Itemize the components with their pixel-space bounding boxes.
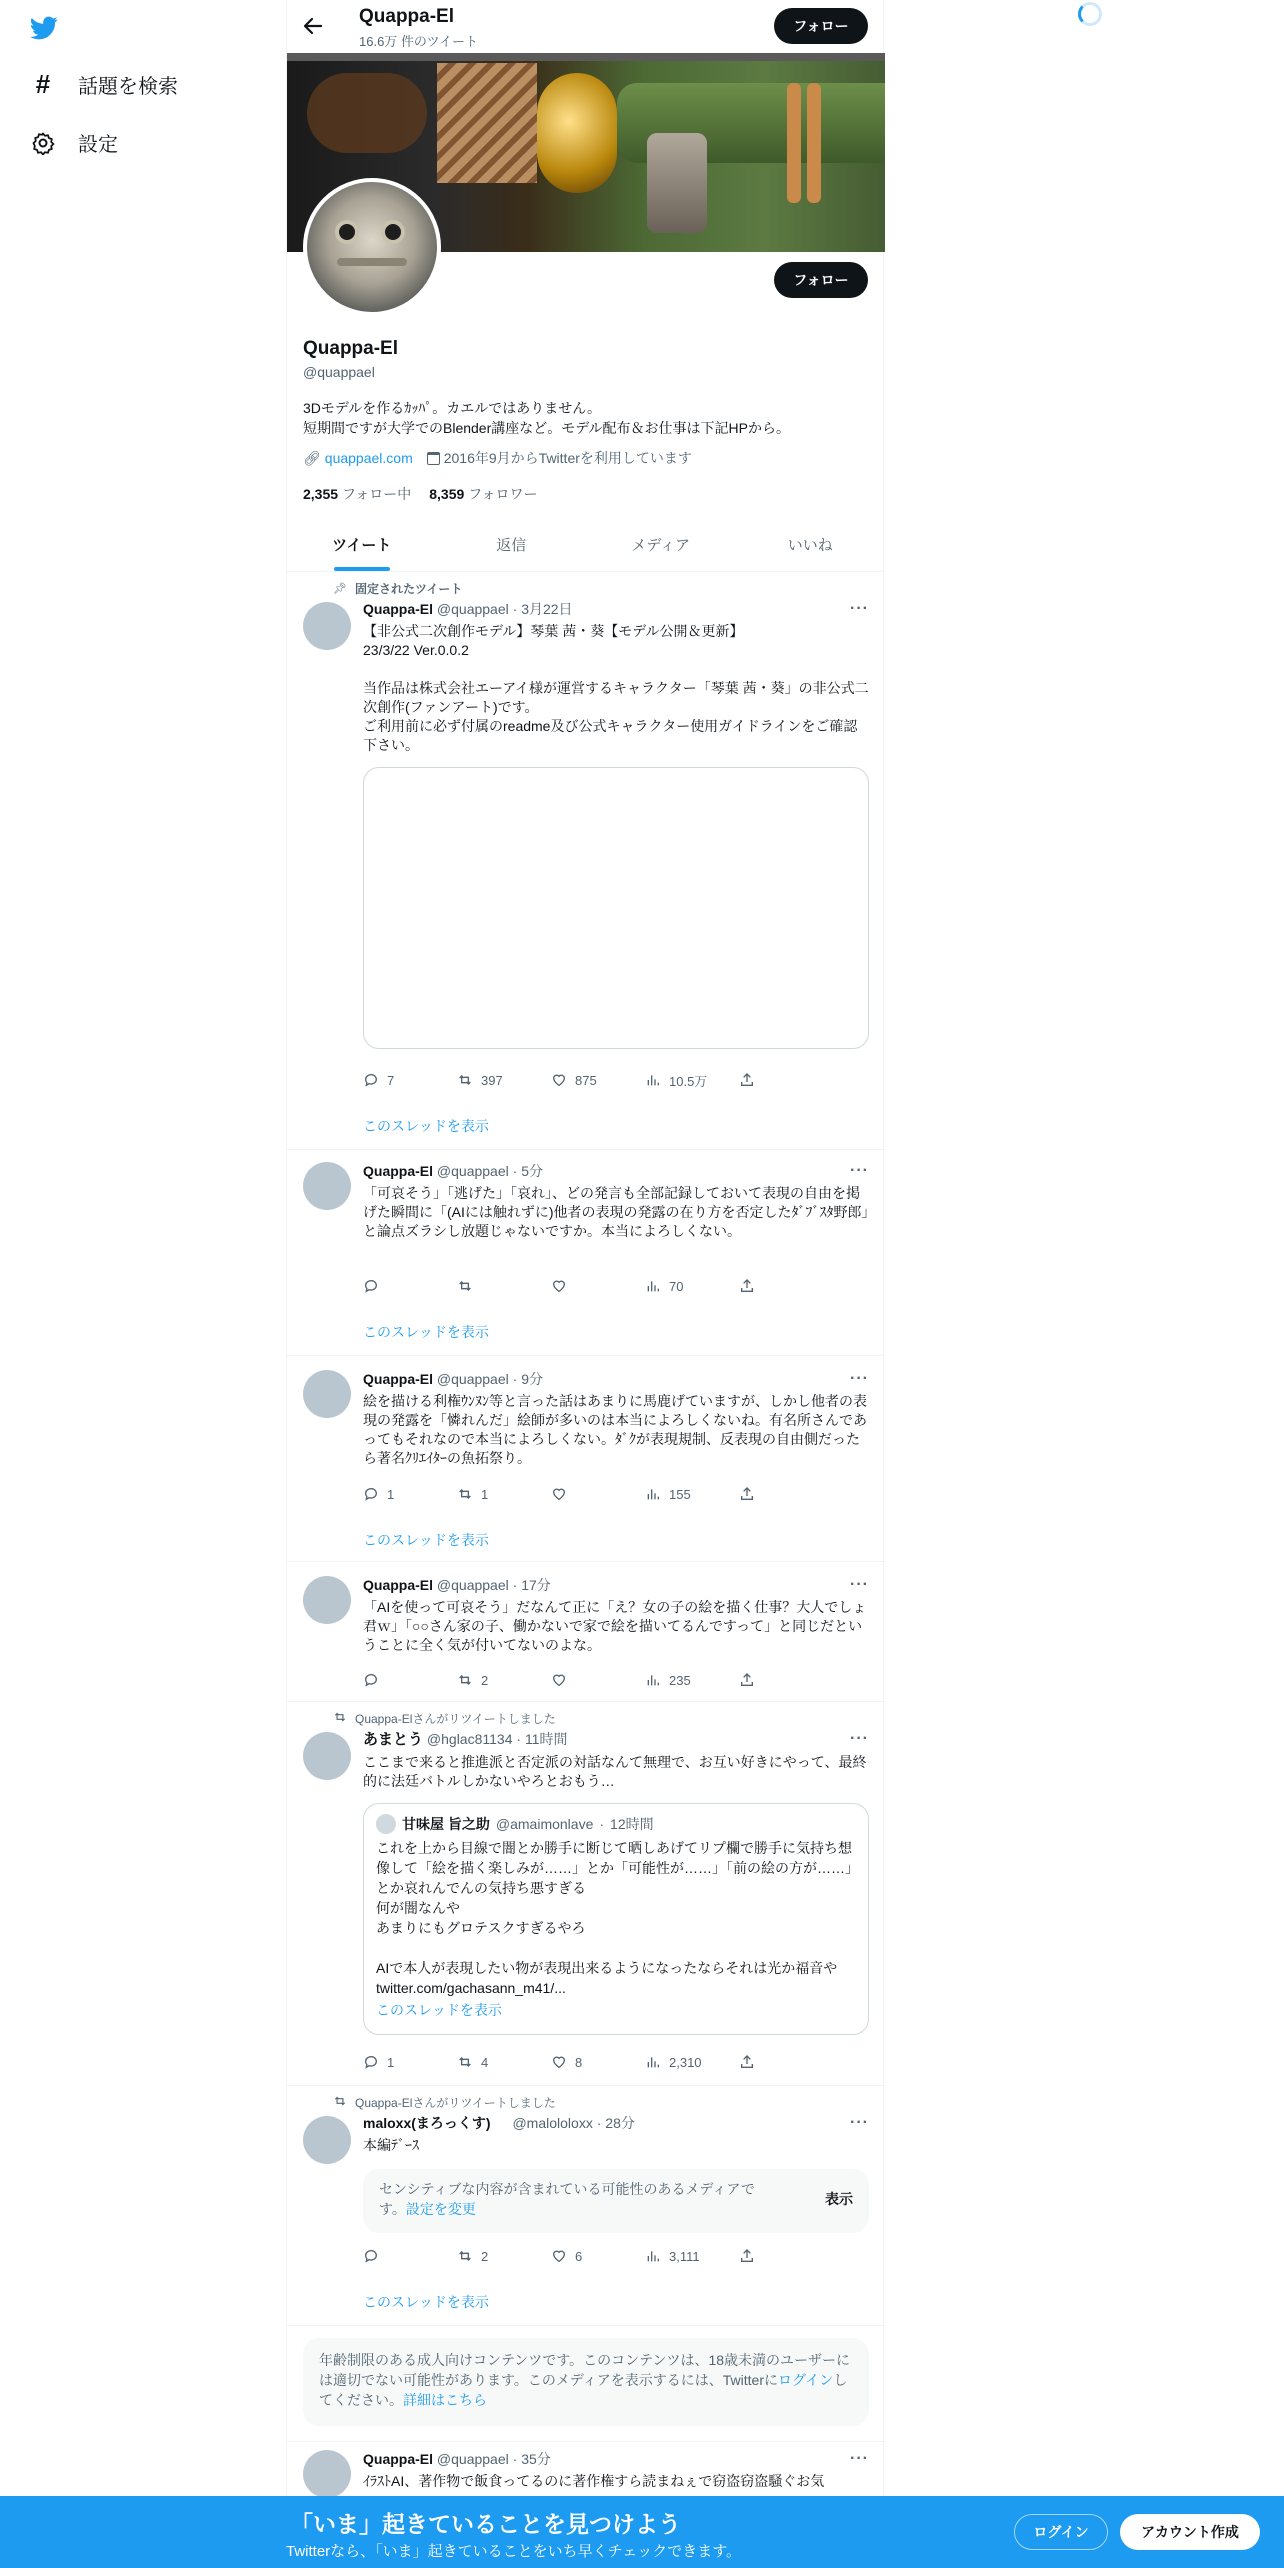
reply-icon (363, 1072, 379, 1088)
profile-bio-line1: 3Dモデルを作るｶｯﾊﾟ。カエルではありません。 (303, 400, 602, 416)
hashtag-icon: # (35, 69, 51, 99)
views-icon (645, 1672, 661, 1688)
quote-text: これを上から目線で闇とか勝手に断じて晒しあげてリプ欄で勝手に気持ち想像して「絵を描く楽しみが……」とか「可能性が……」「前の絵の方が……」とか哀れんでんの気持ち悪すぎる 何が闇なんや あまりにもグロテスクすぎるやろ AIで本人が表現したい物が表現出来るようになったならそれは光か福音や twitter.com/gachasann_m41/... (376, 1840, 852, 1996)
twitter-logo-icon[interactable] (28, 14, 60, 42)
tab-media[interactable]: メディア (631, 537, 691, 554)
tweet-body: Quappa-El @quappael · 17分 「AIを使って可哀そう」だなんて正に「え？女の子の絵を描く仕事？大人でしょ君ｗ」「○○さん家の子、働かないで家で絵を描いてるんですって」と同じだということに全く気が付いてないのよな。 (363, 1576, 869, 1655)
heart-icon (551, 1672, 567, 1688)
tweet-avatar[interactable] (303, 602, 351, 650)
views-icon (645, 1072, 661, 1088)
more-options-icon[interactable]: ··· (850, 1730, 869, 1747)
reply-button[interactable] (363, 2246, 457, 2266)
views-icon (645, 1486, 661, 1502)
like-button[interactable] (551, 1070, 645, 1090)
tweet-time[interactable]: 11時間 (524, 1731, 568, 1747)
retweet-count: 2 (481, 1672, 489, 1688)
reply-button[interactable] (363, 1276, 457, 1296)
quote-tweet-card[interactable]: 甘味屋 旨之助 @amaimonlave · 12時間 これを上から目線で闇とか勝手に断じて晒しあげてリプ欄で勝手に気持ち想像して「絵を描く楽しみが……」とか「可能性が……」「前の絵の方が……」とか哀れんでんの気持ち悪すぎる 何が闇なんや あまりにもグロテスクすぎるやろ AIで本人が表現したい物が表現出来るようになったならそれは光か福音や twitter.com/gachasann_m41/... このスレッドを表示 (363, 1803, 869, 2035)
more-options-icon[interactable]: ··· (850, 2450, 869, 2467)
header-follow-button[interactable]: フォロー (774, 8, 868, 44)
sidebar-item-label: 話題を検索 (78, 76, 178, 98)
tweet-avatar[interactable] (303, 1162, 351, 1210)
tweet-body: あまとう @hglac81134 · 11時間 ここまで来ると推進派と否定派の対話なんて無理で、お互い好きにやって、最終的に法廷バトルしかないやろとおもう… 甘味屋 旨之助 @amaimonlave · 12時間 これを上から目線で闇とか勝手に断じて晒しあげてリプ欄で勝手に気持ち想像して「絵を描く楽しみが……」とか「可能性が……」「前の絵の方が……」とか哀れんでんの気持ち悪すぎる 何が闇なんや あまりにもグロテスクすぎるやろ AIで本人が表現したい物が表現出来るようになったならそれは光か福音や twitter.com/gachasann_m41/... このスレッドを表示 (363, 1730, 869, 2035)
tweet-body: Quappa-El @quappael · 3月22日 【非公式二次創作モデル】琴葉 茜・葵【モデル公開＆更新】 23/3/22 Ver.0.0.2 当作品は株式会社エーアイ様が運営するキャラクター「琴葉 茜・葵」の非公式二次創作(ファンアート)です。 ご利用前に必ず付属のreadme及び公式キャラクター使用ガイドラインをご確認下さい。 (363, 600, 869, 1049)
like-button[interactable] (551, 1276, 645, 1296)
tweet-author-name[interactable]: maloxx(まろっくす) (363, 2115, 491, 2131)
followers-link[interactable] (429, 484, 537, 504)
gear-icon (30, 130, 56, 156)
tweet-time[interactable]: 17分 (521, 1577, 551, 1593)
tweet-actions (363, 1484, 833, 1504)
share-button[interactable] (739, 2246, 833, 2266)
link-icon: 🔗︎ (303, 449, 321, 466)
like-count: 6 (575, 2248, 583, 2264)
tweet-body: maloxx(まろっくす) @malololoxx · 28分 本編ﾃﾞｰｽ センシティブな内容が含まれている可能性のあるメディアです。設定を変更 表示 (363, 2114, 869, 2233)
reply-button[interactable] (363, 2052, 457, 2072)
view-count: 2,310 (669, 2054, 702, 2070)
retweeted-by-label[interactable]: Quappa-Elさんがリツイートしました (355, 1712, 556, 1726)
retweet-count: 2 (481, 2248, 489, 2264)
views-button[interactable] (645, 2246, 739, 2266)
retweet-button[interactable] (457, 2052, 551, 2072)
loading-spinner-icon (1078, 2, 1102, 26)
show-thread-link[interactable]: このスレッドを表示 (363, 1118, 489, 1134)
show-media-button[interactable]: 表示 (825, 2191, 853, 2207)
more-options-icon[interactable]: ··· (850, 2114, 869, 2131)
tweet-author-handle: @hglac81134 (426, 1731, 513, 1747)
tweet-author-name[interactable]: Quappa-El (363, 2451, 434, 2467)
tweet-avatar[interactable] (303, 1370, 351, 1418)
tweet-actions (363, 1276, 833, 1296)
profile-website-link[interactable]: quappael.com (324, 450, 413, 466)
share-icon (739, 1486, 755, 1502)
quote-avatar (376, 1814, 396, 1834)
profile-meta (303, 448, 692, 468)
heart-icon (551, 1072, 567, 1088)
tweet-body: Quappa-El @quappael · 35分 ｲﾗｽﾄAI、著作物で飯食ってるのに著作権すら読まねぇで窃盗窃盗騒ぐお気 (363, 2450, 869, 2491)
sensitive-media-notice (363, 2169, 869, 2233)
retweet-small-icon (333, 2094, 347, 2111)
show-thread-link[interactable]: このスレッドを表示 (363, 2294, 489, 2310)
share-button[interactable] (739, 1484, 833, 1504)
tweet-body: Quappa-El @quappael · 9分 絵を描ける利権ｳﾝﾇﾝ等と言った話はあまりに馬鹿げていますが、しかし他者の表現の発露を「憐れんだ」絵師が多いのは本当によろしくないね。有名所さんであってもそれなので本当によろしくない。ﾀﾞｸが表現規制、反表現の自由側だったら著名ｸﾘｴｲﾀｰの魚拓祭り。 (363, 1371, 867, 1466)
more-options-icon[interactable]: ··· (850, 600, 869, 617)
share-icon (739, 2054, 755, 2070)
reply-icon (363, 1278, 379, 1294)
tweet-author-name[interactable]: Quappa-El (363, 1371, 434, 1387)
tweet-text: 絵を描ける利権ｳﾝﾇﾝ等と言った話はあまりに馬鹿げていますが、しかし他者の表現の発露を「憐れんだ」絵師が多いのは本当によろしくないね。有名所さんであってもそれなので本当によろしくない。ﾀﾞｸが表現規制、反表現の自由側だったら著名ｸﾘｴｲﾀｰの魚拓祭り。 (363, 1393, 867, 1466)
quote-author-name: 甘味屋 旨之助 (402, 1816, 490, 1832)
signup-banner-subtitle: Twitterなら、「いま」起きていることをいち早くチェックできます。 (286, 2543, 742, 2560)
retweet-button[interactable] (457, 1070, 551, 1090)
tweet-retweet[interactable] (287, 2086, 885, 2326)
tweet-text: ｲﾗｽﾄAI、著作物で飯食ってるのに著作権すら読まねぇで窃盗窃盗騒ぐお気 (363, 2473, 825, 2489)
tab-tweets[interactable]: ツイート (287, 518, 437, 571)
share-button[interactable] (739, 1276, 833, 1296)
tweet-actions (363, 2052, 833, 2072)
age-restriction-notice (303, 2338, 869, 2426)
tweet-time[interactable]: 5分 (521, 1163, 543, 1179)
followers-count: 8,359 (429, 486, 465, 502)
retweet-icon (457, 1486, 473, 1502)
following-count: 2,355 (303, 486, 339, 502)
age-notice-text2: してください。 (319, 2372, 848, 2408)
tweet-time[interactable]: 9分 (521, 1371, 543, 1387)
signup-banner-title: 「いま」起きていることを見つけよう (290, 2511, 681, 2537)
views-button[interactable] (645, 1670, 739, 1690)
views-button[interactable] (645, 1070, 739, 1090)
profile-handle: @quappael (303, 364, 375, 380)
like-button[interactable] (551, 2052, 645, 2072)
more-options-icon[interactable]: ··· (850, 1370, 869, 1387)
tab-replies[interactable]: 返信 (496, 537, 527, 554)
reply-count: 1 (387, 2054, 395, 2070)
tweet-actions (363, 2246, 833, 2266)
tweet-retweet[interactable] (287, 1702, 885, 2086)
login-button[interactable]: ログイン (1014, 2514, 1108, 2550)
sensitive-text: センシティブな内容が含まれている可能性のあるメディアです。 (379, 2181, 755, 2217)
views-button[interactable] (645, 1276, 739, 1296)
reply-icon (363, 2248, 379, 2264)
tweet-author-handle: @quappael (436, 601, 509, 617)
retweet-button[interactable] (457, 1276, 551, 1296)
age-restriction-section (287, 2326, 885, 2442)
tweet-avatar[interactable] (303, 2450, 351, 2498)
tweet[interactable] (287, 1150, 885, 1356)
tweet-time[interactable]: 28分 (605, 2115, 635, 2131)
pin-icon: 📌︎ (333, 583, 347, 595)
retweet-small-icon (333, 1710, 347, 1727)
retweet-icon (457, 1672, 473, 1688)
tweet-avatar[interactable] (303, 1576, 351, 1624)
pinned-label: 固定されたツイート (354, 582, 463, 596)
following-label: フォロー中 (341, 486, 412, 502)
show-thread-link[interactable]: このスレッドを表示 (363, 1324, 489, 1340)
tweet-author-name[interactable]: あまとう (363, 1731, 424, 1748)
profile-stats (303, 484, 538, 504)
tweet-author-handle: @malololoxx (512, 2115, 593, 2131)
views-button[interactable] (645, 2052, 739, 2072)
profile-follow-button[interactable]: フォロー (774, 262, 868, 298)
retweet-button[interactable] (457, 2246, 551, 2266)
tweet-author-handle: @quappael (436, 1577, 509, 1593)
tweet-text: 【非公式二次創作モデル】琴葉 茜・葵【モデル公開＆更新】 23/3/22 Ver.0.0.2 当作品は株式会社エーアイ様が運営するキャラクター「琴葉 茜・葵」の非公式二次創作(ファンアート)です。 ご利用前に必ず付属のreadme及び公式キャラクター使用ガイドラインをご確認下さい。 (363, 623, 869, 753)
calendar-icon (427, 452, 440, 465)
views-button[interactable] (645, 1484, 739, 1504)
tweet-actions (363, 1670, 833, 1690)
reply-icon (363, 1486, 379, 1502)
tweet[interactable] (287, 1356, 885, 1562)
reply-button[interactable] (363, 1070, 457, 1090)
heart-icon (551, 2054, 567, 2070)
show-thread-link[interactable]: このスレッドを表示 (363, 1532, 489, 1548)
tweet-text: ここまで来ると推進派と否定派の対話なんて無理で、お互い好きにやって、最終的に法廷バトルしかないやろとおもう… (363, 1754, 867, 1789)
header-tweet-count: 16.6万 件のツイート (359, 34, 479, 49)
heart-icon (551, 1278, 567, 1294)
sidebar-item-label: 設定 (78, 134, 118, 156)
sidebar-item-settings[interactable] (30, 128, 118, 157)
view-count: 235 (669, 1672, 691, 1688)
tweet-text: 「AIを使って可哀そう」だなんて正に「え？女の子の絵を描く仕事？大人でしょ君ｗ」「○○さん家の子、働かないで家で絵を描いてるんですって」と同じだということに全く気が付いてないのよな。 (363, 1599, 867, 1653)
header-title: Quappa-El (359, 6, 455, 27)
share-button[interactable] (739, 1070, 833, 1090)
tweet-actions (363, 1070, 833, 1090)
like-button[interactable] (551, 1484, 645, 1504)
sidebar-item-explore[interactable] (30, 70, 178, 99)
tweet-author-handle: @quappael (436, 2451, 509, 2467)
profile-avatar[interactable] (303, 178, 441, 316)
like-button[interactable] (551, 2246, 645, 2266)
reply-button[interactable] (363, 1670, 457, 1690)
retweet-count: 4 (481, 2054, 489, 2070)
age-notice-login-link[interactable]: ログイン (778, 2372, 834, 2388)
pinned-indicator (333, 580, 462, 597)
signup-banner (0, 2496, 1284, 2568)
followers-label: フォロワー (468, 486, 538, 502)
view-count: 10.5万 (669, 1073, 708, 1089)
views-icon (645, 2248, 661, 2264)
profile-name: Quappa-El (303, 338, 399, 359)
following-link[interactable] (303, 484, 411, 504)
tweet-author-name[interactable]: Quappa-El (363, 1163, 434, 1179)
retweet-indicator (333, 2094, 556, 2111)
like-count: 875 (575, 1072, 597, 1088)
main-column (286, 0, 884, 2568)
tweet-media-card[interactable] (363, 767, 869, 1049)
profile-bio-line2: 短期間ですが大学でのBlender講座など。モデル配布＆お仕事は下記HPから。 (303, 420, 791, 436)
views-icon (645, 1278, 661, 1294)
reply-count: 7 (387, 1072, 395, 1088)
back-arrow-icon[interactable] (301, 14, 325, 38)
more-options-icon[interactable]: ··· (850, 1576, 869, 1593)
share-icon (739, 1278, 755, 1294)
tweet-pinned[interactable] (287, 572, 885, 1150)
retweet-indicator (333, 1710, 556, 1727)
age-notice-text: 年齢制限のある成人向けコンテンツです。このコンテンツは、18歳未満のユーザーには適切でない可能性があります。このメディアを表示するには、Twitterに (319, 2352, 851, 2388)
tab-likes[interactable]: いいね (787, 537, 833, 554)
reply-icon (363, 2054, 379, 2070)
view-count: 70 (669, 1278, 684, 1294)
tweet-author-handle: @quappael (436, 1163, 509, 1179)
profile-joined: 2016年9月からTwitterを利用しています (443, 450, 692, 466)
share-button[interactable] (739, 1670, 833, 1690)
tweet-text: 本編ﾃﾞｰｽ (363, 2137, 419, 2153)
share-icon (739, 1672, 755, 1688)
view-count: 3,111 (669, 2248, 700, 2264)
tweet-time[interactable]: 3月22日 (521, 601, 573, 617)
tweet[interactable] (287, 1562, 885, 1702)
views-icon (645, 2054, 661, 2070)
retweet-button[interactable] (457, 1670, 551, 1690)
tweet-text: 「可哀そう」「逃げた」「哀れ」、どの発言も全部記録しておいて表現の自由を掲げた瞬間に「(AIには触れずに)他者の表現の発露の在り方を否定したﾀﾞﾌﾞｽﾀ野郎」と論点ズラシし放題じゃないですか。本当によろしくない。 (363, 1185, 869, 1239)
more-options-icon[interactable]: ··· (850, 1162, 869, 1179)
tweet-author-handle: @quappael (436, 1371, 509, 1387)
view-count: 155 (669, 1486, 691, 1502)
tweet-avatar[interactable] (303, 2116, 351, 2164)
reply-count: 1 (387, 1486, 395, 1502)
share-icon (739, 2248, 755, 2264)
retweeted-by-label[interactable]: Quappa-Elさんがリツイートしました (355, 2096, 556, 2110)
tweet-body: Quappa-El @quappael · 5分 「可哀そう」「逃げた」「哀れ」、どの発言も全部記録しておいて表現の自由を掲げた瞬間に「(AIには触れずに)他者の表現の発露の在り方を否定したﾀﾞﾌﾞｽﾀ野郎」と論点ズラシし放題じゃないですか。本当によろしくない。 (363, 1163, 869, 1239)
like-button[interactable] (551, 1670, 645, 1690)
retweet-button[interactable] (457, 1484, 551, 1504)
change-settings-link[interactable]: 設定を変更 (405, 2201, 476, 2217)
retweet-icon (457, 2054, 473, 2070)
quote-author-handle: @amaimonlave (495, 1816, 594, 1832)
reply-icon (363, 1672, 379, 1688)
profile-tabs (287, 518, 885, 572)
retweet-count: 1 (481, 1486, 489, 1502)
retweet-icon (457, 2248, 473, 2264)
tweet-author-name[interactable]: Quappa-El (363, 1577, 434, 1593)
quote-show-thread-link[interactable]: このスレッドを表示 (376, 2002, 502, 2018)
tweet-avatar[interactable] (303, 1732, 351, 1780)
heart-icon (551, 1486, 567, 1502)
retweet-icon (457, 1278, 473, 1294)
retweet-count: 397 (481, 1072, 503, 1088)
like-count: 8 (575, 2054, 583, 2070)
tweet-time[interactable]: 35分 (521, 2451, 551, 2467)
heart-icon (551, 2248, 567, 2264)
age-notice-details-link[interactable]: 詳細はこちら (403, 2392, 487, 2408)
tweet-author-name[interactable]: Quappa-El (363, 601, 434, 617)
quote-time: 12時間 (610, 1816, 654, 1832)
reply-button[interactable] (363, 1484, 457, 1504)
share-button[interactable] (739, 2052, 833, 2072)
share-icon (739, 1072, 755, 1088)
retweet-icon (457, 1072, 473, 1088)
create-account-button[interactable]: アカウント作成 (1120, 2514, 1260, 2550)
